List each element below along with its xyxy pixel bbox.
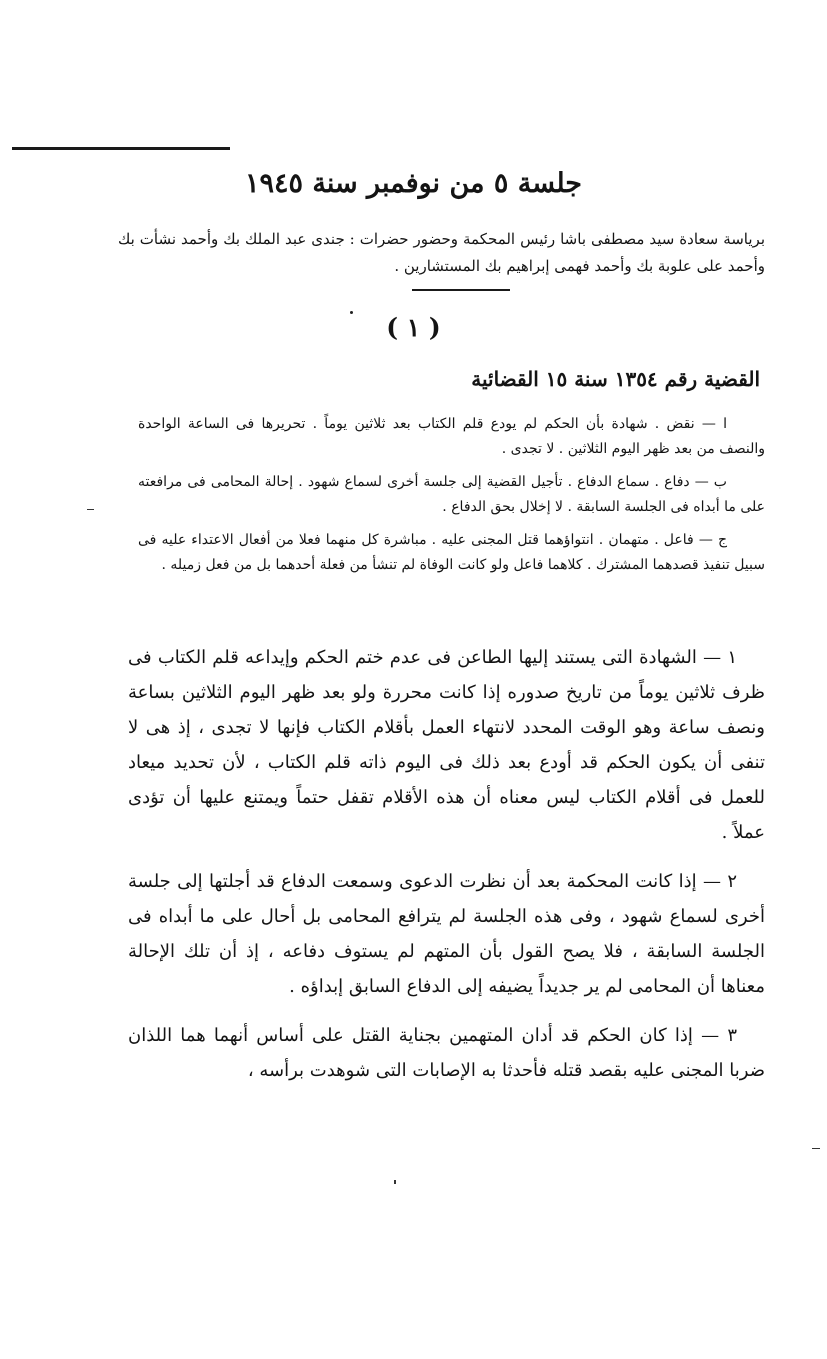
- headnotes: [138, 412, 765, 586]
- headnote-b: ب — دفاع . سماع الدفاع . تأجيل القضية إلى جلسة أخرى لسماع شهود . إحالة المحامى فى مرافعته على ما أبداه فى الجلسة السابقة . لا إخلال بحق الدفاع .: [138, 474, 765, 515]
- session-title: جلسة ٥ من نوفمبر سنة ١٩٤٥: [244, 168, 582, 199]
- scan-mark: [812, 1148, 820, 1149]
- case-title: القضية رقم ١٣٥٤ سنة ١٥ القضائية: [471, 367, 760, 391]
- court-composition: برياسة سعادة سيد مصطفى باشا رئيس المحكمة وحضور حضرات : جندى عبد الملك بك وأحمد نشأت بك وأحمد على علوبة بك وأحمد فهمى إبراهيم بك المستشارين .: [118, 230, 765, 275]
- separator-rule: [412, 289, 510, 291]
- case-number: ( ١ ): [386, 313, 441, 342]
- principle-2: ٢ — إذا كانت المحكمة بعد أن نظرت الدعوى وسمعت الدفاع قد أجلتها إلى جلسة أخرى لسماع شهود ، وفى هذه الجلسة لم يترافع المحامى بل أحال على ما أبداه فى الجلسة السابقة ، فلا يصح القول بأن المتهم لم يستوف دفاعه ، إذ أن تلك الإحالة معناها أن المحامى لم ير جديداً يضيفه إلى الدفاع السابق إبداؤه .: [128, 871, 765, 997]
- ruling-text: [128, 640, 765, 1102]
- principle-3: ٣ — إذا كان الحكم قد أدان المتهمين بجناية القتل على أساس أنهما هما اللذان ضربا المجنى عليه بقصد قتله فأحدثا به الإصابات التى شوهدت برأسه ،: [128, 1025, 765, 1081]
- principle-1: ١ — الشهادة التى يستند إليها الطاعن فى عدم ختم الحكم وإيداعه قلم الكتاب فى ظرف ثلاثين يوماً من تاريخ صدوره إذا كانت محررة ولو بعد ظهر اليوم الثلاثين بساعة ونصف ساعة وهو الوقت المحدد لانتهاء العمل بأقلام الكتاب فإنها لا تجدى ، إذ هى لا تنفى أن يكون الحكم قد أودع بعد ذلك فى اليوم ذاته قلم الكتاب ، لأن تحديد ميعاد للعمل فى أقلام الكتاب ليس معناه أن هذه الأقلام تقفل حتماً ويمتنع عليها أن تؤدى عملاً .: [128, 647, 765, 843]
- scan-mark: [87, 509, 94, 510]
- top-rule: [12, 147, 230, 150]
- scan-mark: [394, 1180, 396, 1184]
- headnote-a: ا — نقض . شهادة بأن الحكم لم يودع قلم الكتاب بعد ثلاثين يوماً . تحريرها فى الساعة الواحدة والنصف من بعد ظهر اليوم الثلاثين . لا تجدى .: [138, 416, 765, 457]
- headnote-c: ج — فاعل . متهمان . انتواؤهما قتل المجنى عليه . مباشرة كل منهما فعلا من أفعال الاعتداء عليه فى سبيل تنفيذ قصدهما المشترك . كلاهما فاعل ولو كانت الوفاة لم تنشأ من فعلة أحدهما بل من فعل زميله .: [138, 532, 765, 573]
